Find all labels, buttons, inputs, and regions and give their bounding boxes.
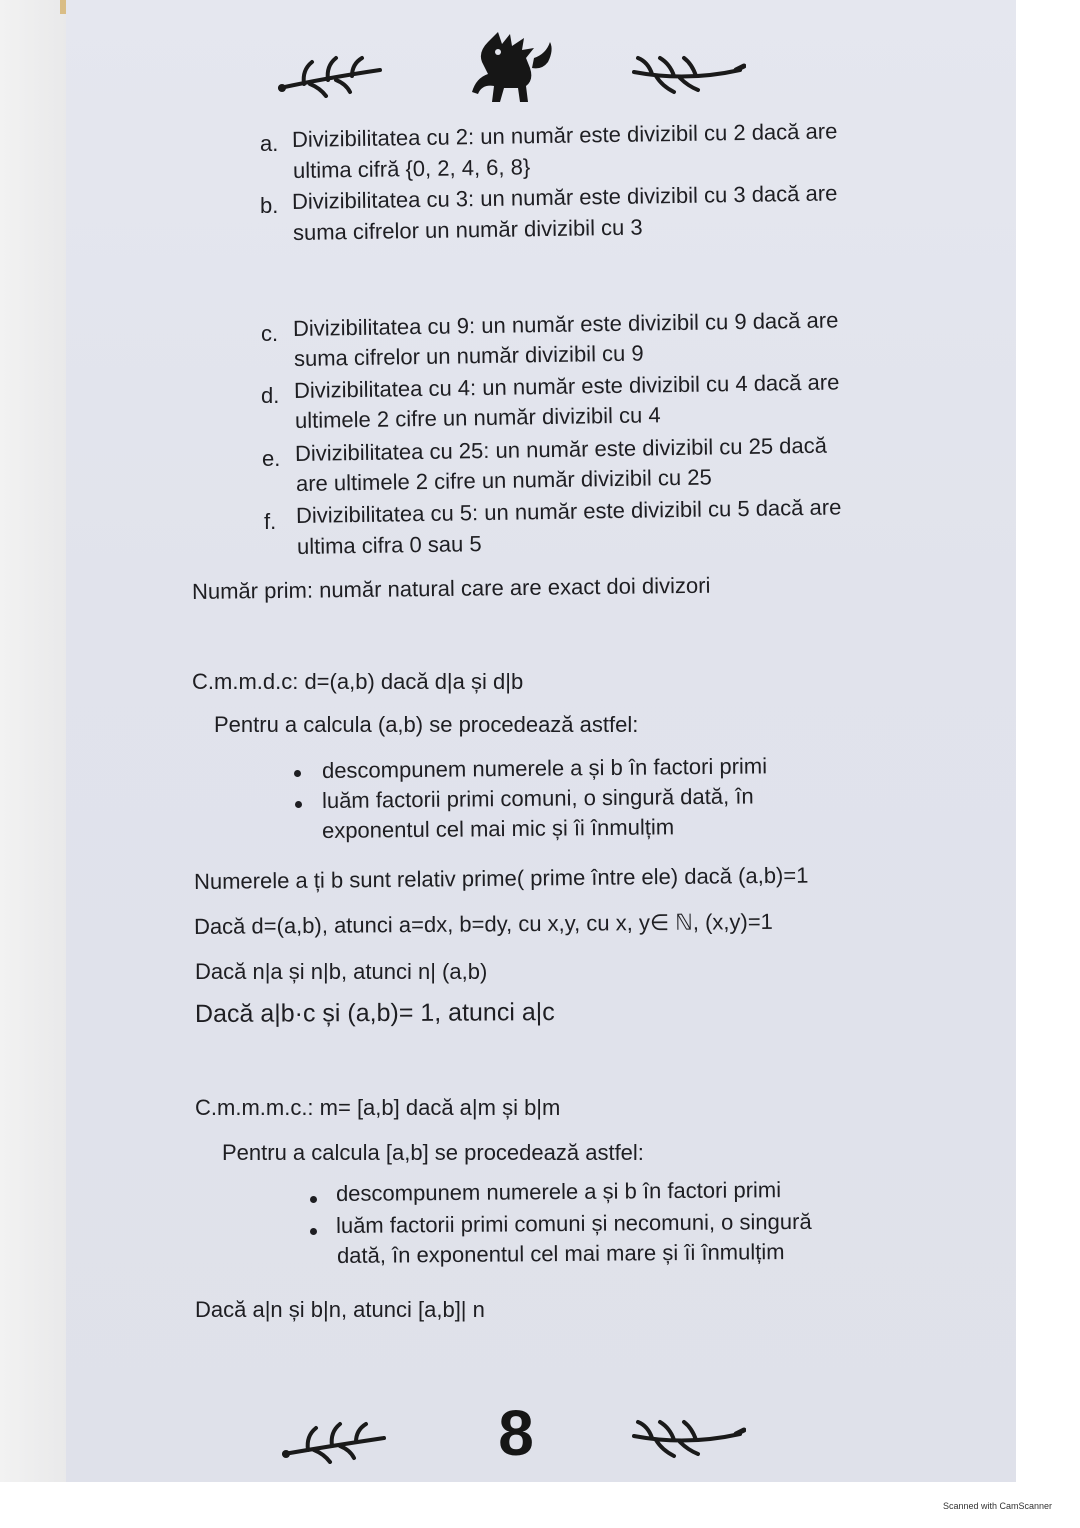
list-item-label: a. xyxy=(260,131,279,156)
gcd-step: luăm factorii primi comuni, o singură dată, în xyxy=(321,783,754,813)
scanner-watermark: Scanned with CamScanner xyxy=(942,1501,1052,1511)
list-item-label: c. xyxy=(261,321,279,346)
book-page xyxy=(66,0,1016,1482)
list-item-label: f. xyxy=(264,509,277,534)
list-item-line: Divizibilitatea cu 4: un număr este divizibil cu 4 dacă are xyxy=(293,369,840,403)
property-line: Numerele a ți b sunt relativ prime( prime între ele) dacă (a,b)=1 xyxy=(193,862,809,894)
list-item-line: ultima cifră {0, 2, 4, 6, 8} xyxy=(292,154,531,183)
list-item-line: suma cifrelor un număr divizibil cu 3 xyxy=(292,214,643,245)
page-number: 8 xyxy=(498,1397,534,1469)
lcm-procedure: Pentru a calcula [a,b] se procedează astfel: xyxy=(222,1140,644,1165)
property-line: Dacă d=(a,b), atunci a=dx, b=dy, cu x,y, cu x, y∈ ℕ, (x,y)=1 xyxy=(193,908,773,939)
gcd-procedure: Pentru a calcula (a,b) se procedează astfel: xyxy=(214,712,639,737)
bullet-dot xyxy=(295,801,302,808)
lcm-step: luăm factorii primi comuni și necomuni, o singură xyxy=(335,1208,812,1238)
gcd-definition: C.m.m.d.c: d=(a,b) dacă d|a și d|b xyxy=(192,669,524,694)
lcm-step: descompunem numerele a și b în factori primi xyxy=(335,1177,782,1206)
list-item-line: suma cifrelor un număr divizibil cu 9 xyxy=(293,340,644,371)
bullet-dot xyxy=(294,770,301,777)
bullet-dot xyxy=(310,1196,317,1203)
list-item-label: e. xyxy=(262,446,281,471)
gcd-step: descompunem numerele a și b în factori primi xyxy=(321,753,768,783)
laurel-left-icon xyxy=(276,54,386,98)
list-item-line: Divizibilitatea cu 2: un număr este divizibil cu 2 dacă are xyxy=(291,118,838,152)
list-item-line: ultima cifra 0 sau 5 xyxy=(296,531,482,559)
laurel-right-icon xyxy=(626,1416,746,1460)
background-surface xyxy=(0,0,66,1482)
list-item-line: Divizibilitatea cu 3: un număr este divizibil cu 3 dacă are xyxy=(291,180,838,214)
list-item-line: are ultimele 2 cifre un număr divizibil cu 25 xyxy=(295,464,712,496)
list-item-line: Divizibilitatea cu 9: un număr este divizibil cu 9 dacă are xyxy=(292,307,839,341)
lcm-property: Dacă a|n și b|n, atunci [a,b]| n xyxy=(195,1297,485,1322)
bullet-dot xyxy=(310,1228,317,1235)
list-item-label: d. xyxy=(261,383,280,408)
property-line: Dacă a|b·c și (a,b)= 1, atunci a|c xyxy=(194,998,555,1028)
lion-icon xyxy=(468,28,558,108)
prime-definition: Număr prim: număr natural care are exact doi divizori xyxy=(191,572,711,604)
lcm-definition: C.m.m.m.c.: m= [a,b] dacă a|m și b|m xyxy=(195,1095,561,1120)
list-item-line: Divizibilitatea cu 25: un număr este divizibil cu 25 dacă xyxy=(294,432,828,466)
list-item-line: Divizibilitatea cu 5: un număr este divizibil cu 5 dacă are xyxy=(295,494,842,528)
property-line: Dacă n|a și n|b, atunci n| (a,b) xyxy=(195,959,488,984)
laurel-right-icon xyxy=(626,52,746,96)
list-item-label: b. xyxy=(260,193,279,218)
list-item-line: ultimele 2 cifre un număr divizibil cu 4 xyxy=(294,402,661,433)
laurel-left-icon xyxy=(280,1420,390,1464)
lcm-step: dată, în exponentul cel mai mare și îi înmulțim xyxy=(336,1239,785,1268)
gcd-step: exponentul cel mai mic și îi înmulțim xyxy=(321,814,675,843)
